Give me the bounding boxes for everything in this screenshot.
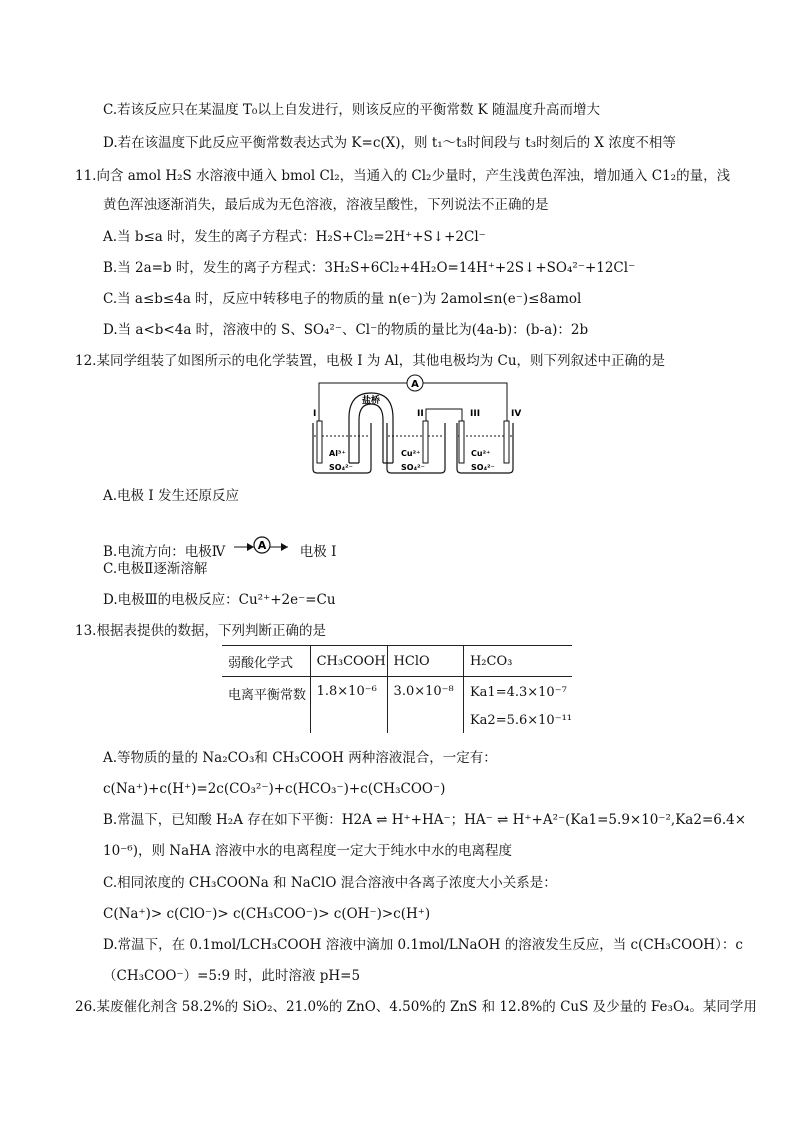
table-cell: Ka2=5.6×10⁻¹¹ — [463, 707, 572, 733]
q13-option-d-line2: （CH₃COO⁻）=5:9 时，此时溶液 pH=5 — [103, 968, 361, 984]
current-ammeter-label: A — [257, 539, 266, 552]
q12-option-a: A.电极 I 发生还原反应 — [103, 488, 239, 504]
q12-option-b-suffix: 电极 I — [299, 544, 337, 560]
ammeter-icon — [407, 375, 423, 391]
beaker1-anion: SO₄²⁻ — [329, 463, 353, 472]
electrode-label-4: IV — [511, 409, 522, 419]
electrode-label-2: II — [417, 409, 424, 419]
q10-option-c: C.若该反应只在某温度 T₀以上自发进行，则该反应的平衡常数 K 随温度升高而增大 — [103, 102, 601, 118]
current-direction-ammeter-icon — [232, 534, 290, 560]
q12-stem: 12.某同学组装了如图所示的电化学装置，电极 I 为 Al，其他电极均为 Cu，则下列叙述中正确的是 — [75, 353, 666, 369]
table-header-row — [222, 646, 572, 677]
beaker3-cation: Cu²⁺ — [471, 449, 491, 458]
table-cell: 3.0×10⁻⁸ — [387, 677, 463, 734]
beaker3-anion: SO₄²⁻ — [471, 463, 495, 472]
beaker2-cation: Cu²⁺ — [401, 449, 421, 458]
electrode-label-1: I — [313, 409, 317, 419]
q11-stem-line1: 11.向含 amol H₂S 水溶液中通入 bmol Cl₂，当通入的 Cl₂少量时，产生浅黄色浑浊，增加通入 C1₂的量，浅 — [75, 168, 731, 184]
q11-stem-line2: 黄色浑浊逐渐消失，最后成为无色溶液，溶液呈酸性，下列说法不正确的是 — [103, 197, 549, 213]
q12-option-b — [103, 534, 336, 561]
table-header-cell: H₂CO₃ — [463, 646, 572, 677]
table-header-cell: 弱酸化学式 — [222, 646, 310, 677]
q13-stem: 13.根据表提供的数据，下列判断正确的是 — [75, 623, 326, 639]
table-header-cell: HClO — [387, 646, 463, 677]
beaker2-anion: SO₄²⁻ — [401, 463, 425, 472]
q12-option-c: C.电极Ⅱ逐渐溶解 — [103, 561, 208, 577]
q13-option-a-line1: A.等物质的量的 Na₂CO₃和 CH₃COOH 两种溶液混合，一定有： — [103, 750, 497, 766]
table-row-label: 电离平衡常数 — [228, 688, 307, 703]
ammeter-label: A — [411, 379, 419, 390]
q11-option-c: C.当 a≤b≤4a 时，反应中转移电子的物质的量 n(e⁻)为 2amol≤n(e⁻)≤8amol — [103, 291, 582, 307]
q26-stem: 26.某废催化剂含 58.2%的 SiO₂、21.0%的 ZnO、4.50%的 ZnS 和 12.8%的 CuS 及少量的 Fe₃O₄。某同学用 — [75, 999, 757, 1015]
q11-option-a: A.当 b≤a 时，发生的离子方程式：H₂S+Cl₂=2H⁺+S↓+2Cl⁻ — [103, 229, 486, 245]
q10-option-d: D.若在该温度下此反应平衡常数表达式为 K=c(X)，则 t₁～t₃时间段与 t₃时刻后的 X 浓度不相等 — [103, 135, 676, 151]
q13-option-b-line1: B.常温下，已知酸 H₂A 存在如下平衡：H2A ⇌ H⁺+HA⁻；HA⁻ ⇌ H⁺+A²⁻(Ka1=5.9×10⁻²,Ka2=6.4× — [103, 812, 747, 828]
table-header-cell: CH₃COOH — [310, 646, 387, 677]
q13-option-b-line2: 10⁻⁶)，则 NaHA 溶液中水的电离程度一定大于纯水中水的电离程度 — [103, 843, 512, 859]
q13-option-d-line1: D.常温下，在 0.1mol/LCH₃COOH 溶液中滴加 0.1mol/LNaOH 的溶液发生反应，当 c(CH₃COOH）：c — [103, 937, 743, 953]
q11-option-b: B.当 2a=b 时，发生的离子方程式：3H₂S+6Cl₂+4H₂O=14H⁺+2S↓+SO₄²⁻+12Cl⁻ — [103, 260, 636, 276]
q12-option-b-prefix: B.电流方向：电极Ⅳ — [103, 544, 226, 560]
table-cell: 1.8×10⁻⁶ — [310, 677, 387, 734]
q11-option-d: D.当 a<b<4a 时，溶液中的 S、SO₄²⁻、Cl⁻的物质的量比为(4a-b)：(b-a)：2b — [103, 322, 589, 338]
salt-bridge-label: 盐桥 — [361, 396, 381, 406]
q13-option-c-line1: C.相同浓度的 CH₃COONa 和 NaClO 混合溶液中各离子浓度大小关系是： — [103, 875, 557, 891]
ka-data-table — [222, 645, 572, 733]
beaker1-cation: Al³⁺ — [329, 449, 346, 458]
electrode-label-3: III — [470, 409, 481, 419]
q13-option-c-line2: C(Na⁺)> c(ClO⁻)> c(CH₃COO⁻)> c(OH⁻)>c(H⁺) — [103, 906, 431, 922]
q13-option-a-line2: c(Na⁺)+c(H⁺)=2c(CO₃²⁻)+c(HCO₃⁻)+c(CH₃COO⁻) — [103, 781, 446, 797]
q12-option-d: D.电极Ⅲ的电极反应：Cu²⁺+2e⁻=Cu — [103, 592, 336, 608]
table-row — [222, 677, 572, 708]
electrochem-apparatus-figure — [305, 373, 525, 478]
table-cell: Ka1=4.3×10⁻⁷ — [463, 677, 572, 708]
